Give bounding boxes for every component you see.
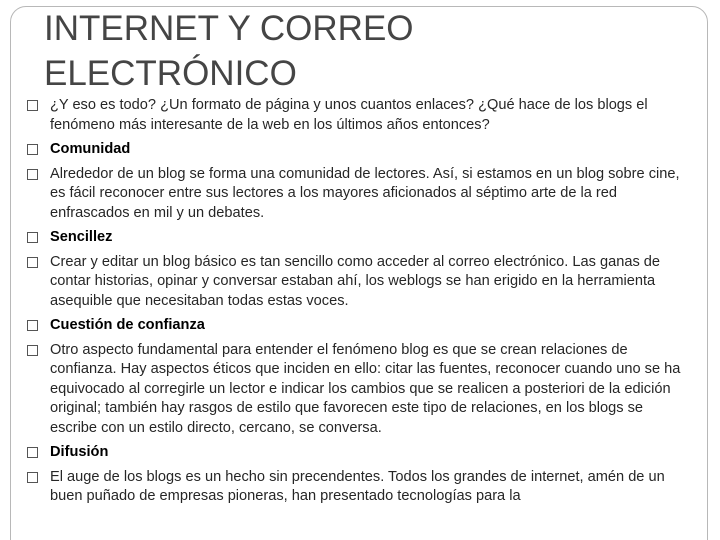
bullet-item [22,96,682,135]
square-bullet-icon [27,447,38,458]
bullet-text: Sencillez [50,229,113,245]
bullet-heading [22,443,682,463]
bullet-text: Crear y editar un blog básico es tan sencillo como acceder al correo electrónico. Las ganas de contar historias, opinar y conversar estaban ahí, los weblogs se han erigido en la herramienta asequible que necesitaban todas estas voces. [50,253,661,309]
slide-title: INTERNET Y CORREO ELECTRÓNICO [44,9,414,93]
bullet-text: Difusión [50,444,109,460]
bullet-heading [22,316,682,336]
bullet-text: Alrededor de un blog se forma una comunidad de lectores. Así, si estamos en un blog sobre cine, es fácil reconocer entre sus lectores a los mayores aficionados al séptimo arte de la red enfrascados en mil y un debates. [50,165,680,221]
square-bullet-icon [27,144,38,155]
square-bullet-icon [27,169,38,180]
bullet-item [22,341,682,439]
square-bullet-icon [27,257,38,268]
square-bullet-icon [27,345,38,356]
bullet-text: Comunidad [50,141,131,157]
bullet-text: El auge de los blogs es un hecho sin precendentes. Todos los grandes de internet, amén de un buen puñado de empresas pioneras, han presentado tecnologías para la [50,468,665,504]
bullet-text: Otro aspecto fundamental para entender el fenómeno blog es que se crean relaciones de confianza. Hay aspectos éticos que inciden en ello: citar las fuentes, reconocer cuando uno se ha equivocado al corregirle un lector e indicar los cambios que se realicen a posteriori de la edición original; también hay rasgos de estilo que favorecen este tipo de relaciones, en los blogs se escribe con un estilo directo, cercano, se conversa. [50,341,681,436]
square-bullet-icon [27,232,38,243]
square-bullet-icon [27,100,38,111]
bullet-heading [22,228,682,248]
square-bullet-icon [27,472,38,483]
square-bullet-icon [27,320,38,331]
bullet-text: Cuestión de confianza [50,317,205,333]
bullet-text: ¿Y eso es todo? ¿Un formato de página y unos cuantos enlaces? ¿Qué hace de los blogs el fenómeno más interesante de la web en los últimos años entonces? [50,97,648,133]
bullet-item [22,253,682,312]
bullet-list [22,96,682,512]
bullet-heading [22,140,682,160]
bullet-item [22,468,682,507]
bullet-item [22,165,682,224]
